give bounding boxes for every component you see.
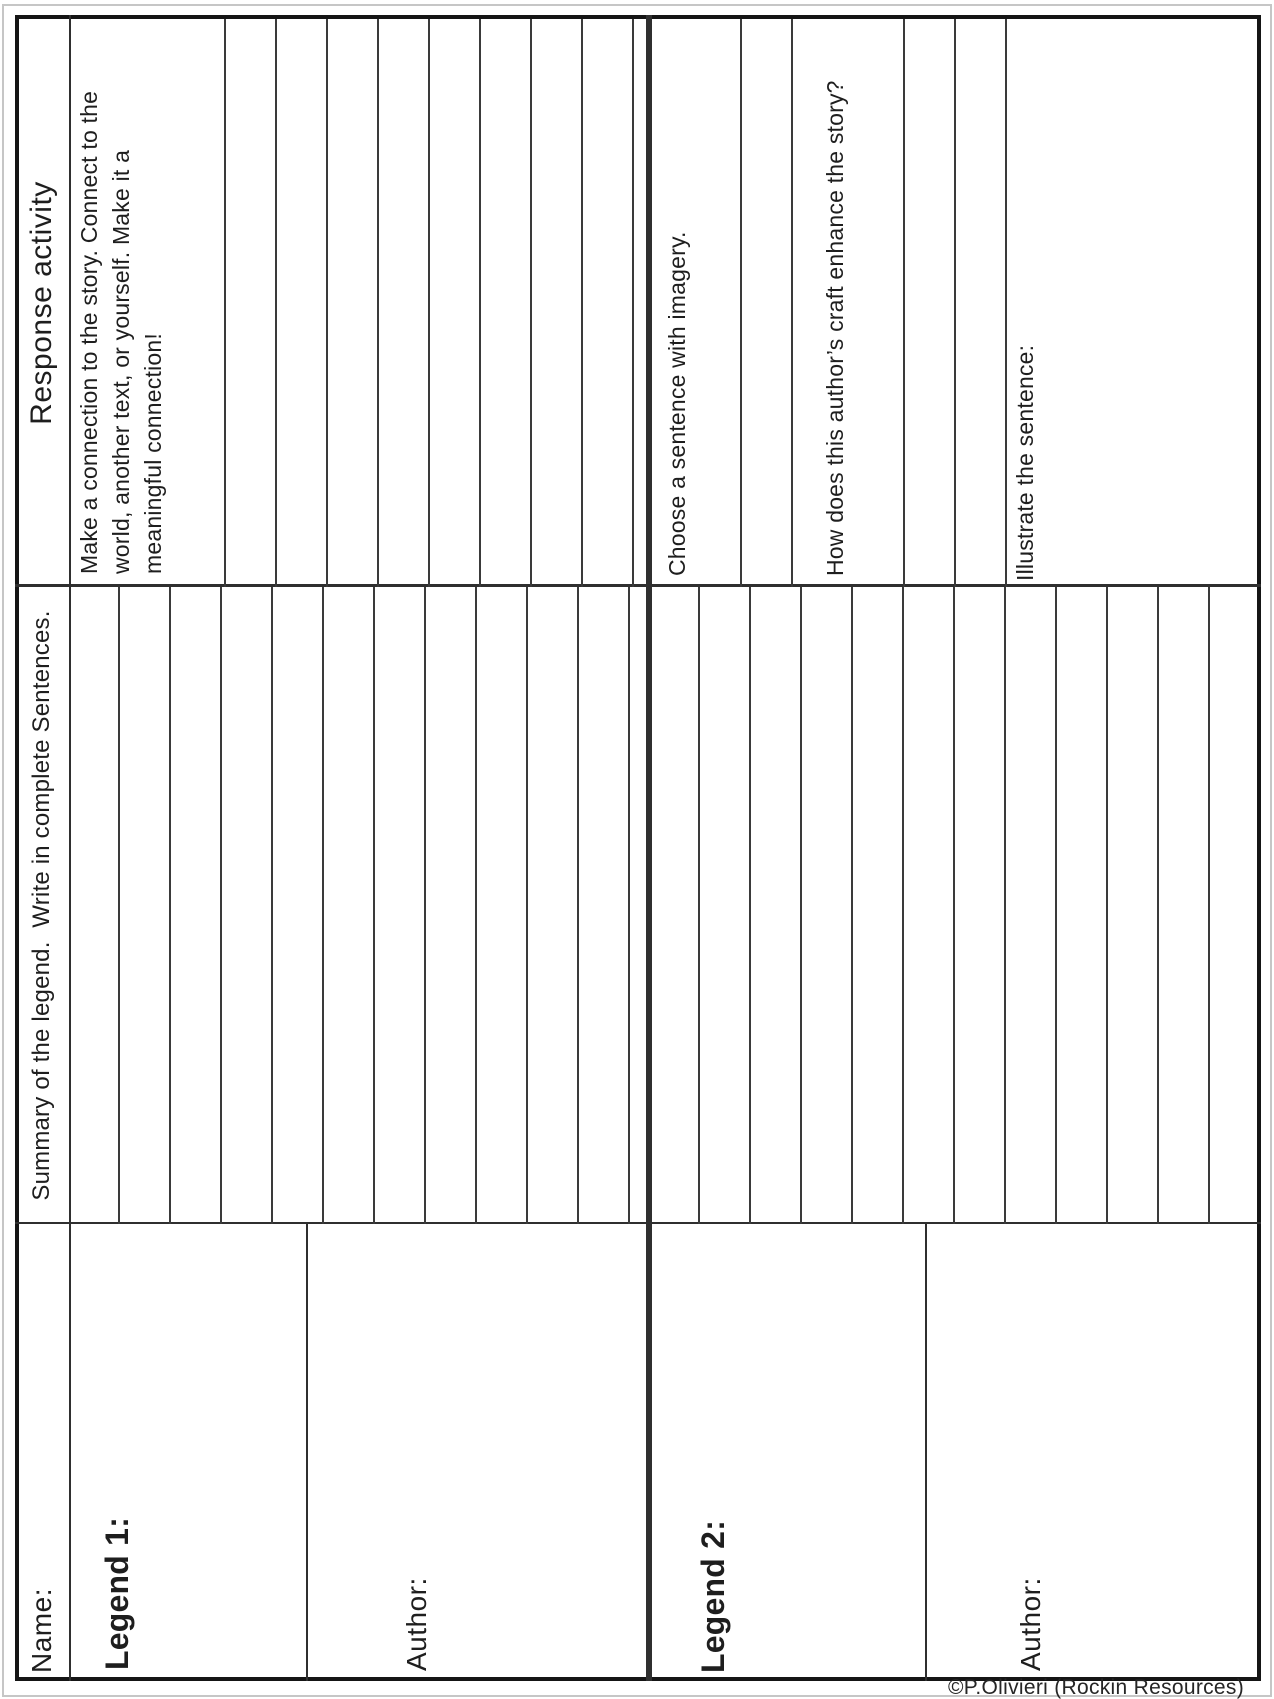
- legend2-author-label: Author:: [1015, 1577, 1046, 1671]
- writing-line: [740, 19, 742, 587]
- prompt-line: Make a connection to the story. Connect to the: [76, 90, 102, 574]
- response-header-cell: [15, 19, 69, 587]
- writing-line: [800, 587, 802, 1224]
- writing-line: [169, 587, 171, 1224]
- writing-line: [791, 19, 793, 587]
- writing-line: [428, 19, 430, 587]
- legend1-author-row-separator: [306, 1224, 308, 1681]
- writing-line: [271, 587, 273, 1224]
- legend2-imagery-prompt: Choose a sentence with imagery.: [664, 231, 690, 576]
- writing-line: [698, 587, 700, 1224]
- legend2-author-row-separator: [925, 1224, 927, 1681]
- writing-line: [628, 587, 630, 1224]
- writing-line: [851, 587, 853, 1224]
- column-separator-summary-response: [15, 584, 1261, 587]
- writing-line: [577, 587, 579, 1224]
- writing-line: [749, 587, 751, 1224]
- footer-credit: ©P.Olivieri (Rockin Resources): [948, 1676, 1244, 1699]
- writing-line: [1106, 587, 1108, 1224]
- writing-line: [1055, 587, 1057, 1224]
- legend2-illustrate-prompt: Illustrate the sentence:: [1012, 344, 1038, 581]
- writing-line: [530, 19, 532, 587]
- writing-line: [953, 587, 955, 1224]
- prompt-line: meaningful connection!: [140, 333, 166, 574]
- writing-line: [903, 19, 905, 587]
- writing-line: [479, 19, 481, 587]
- writing-line: [902, 587, 904, 1224]
- legend2-label: Legend 2:: [695, 1520, 731, 1673]
- writing-line: [326, 19, 328, 587]
- writing-line: [954, 19, 956, 587]
- writing-line: [1004, 587, 1006, 1224]
- prompt-line: world, another text, or yourself. Make it a: [108, 149, 134, 574]
- header-row-separator: [69, 15, 71, 1681]
- writing-line: [373, 587, 375, 1224]
- summary-header-cell: [15, 587, 69, 1224]
- writing-line: [1005, 19, 1007, 587]
- writing-line: [224, 19, 226, 587]
- column-separator-labels-summary: [15, 1222, 1261, 1224]
- writing-line: [1157, 587, 1159, 1224]
- legend-block-separator: [646, 15, 652, 1681]
- name-header-cell: [15, 1224, 69, 1681]
- writing-line: [526, 587, 528, 1224]
- writing-line: [118, 587, 120, 1224]
- writing-line: [322, 587, 324, 1224]
- writing-line: [632, 19, 634, 587]
- legend1-connection-prompt: [73, 14, 169, 574]
- response-header-label: Response activity: [25, 181, 58, 425]
- writing-line: [475, 587, 477, 1224]
- writing-line: [275, 19, 277, 587]
- worksheet-sheet: [15, 15, 1261, 1681]
- legend2-craft-prompt: How does this author’s craft enhance the story?: [822, 80, 848, 576]
- writing-line: [1208, 587, 1210, 1224]
- writing-line: [220, 587, 222, 1224]
- table-outer-border: [15, 15, 1261, 1681]
- name-label: Name:: [26, 1588, 57, 1673]
- writing-line: [581, 19, 583, 587]
- legend1-author-label: Author:: [401, 1577, 432, 1671]
- legend1-label: Legend 1:: [99, 1517, 135, 1670]
- writing-line: [424, 587, 426, 1224]
- summary-header-label: Summary of the legend. Write in complete Sentences.: [28, 610, 55, 1201]
- writing-line: [377, 19, 379, 587]
